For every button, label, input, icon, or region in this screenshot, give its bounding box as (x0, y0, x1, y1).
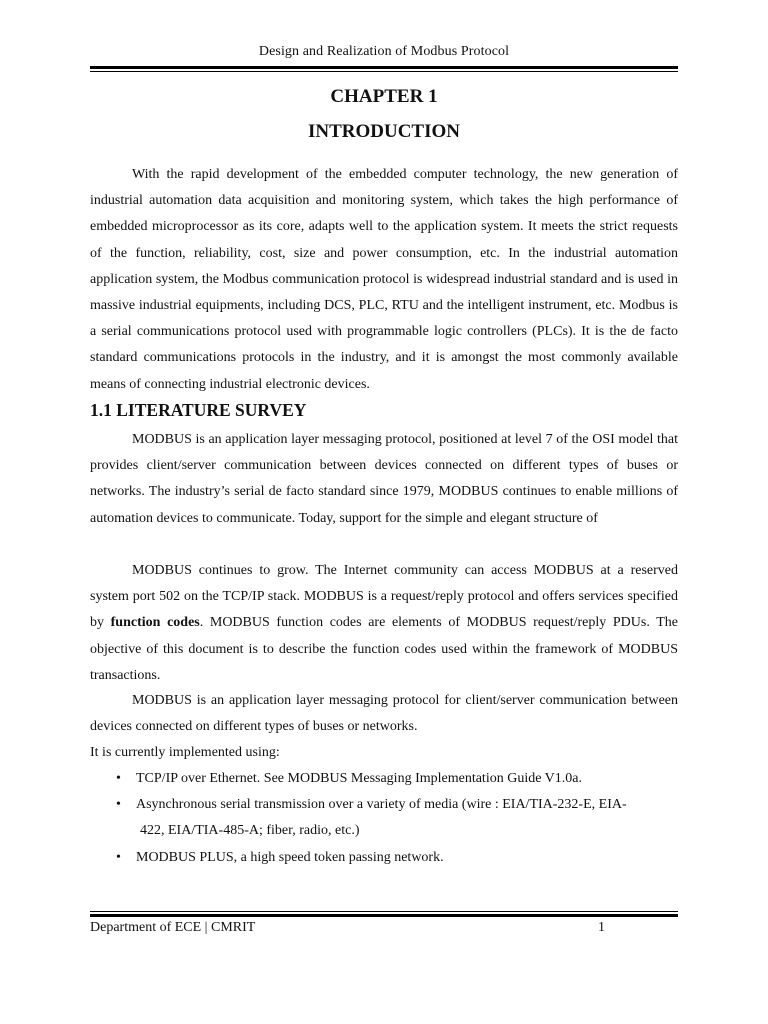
section-heading: 1.1 LITERATURE SURVEY (90, 400, 307, 420)
list-item (90, 845, 678, 871)
bullet-icon: • (116, 797, 121, 813)
chapter-number: CHAPTER 1 (330, 86, 438, 107)
list-item-text: Asynchronous serial transmission over a variety of media (wire : EIA/TIA-232-E, EIA- (136, 797, 627, 813)
header-rule (90, 66, 678, 72)
survey-paragraph-2-end: . MODBUS function codes are elements of MODBUS request/reply PDUs. The objective of this document is to describe the function codes used within the framework of MODBUS transactions. (90, 615, 679, 683)
implementation-list (90, 766, 678, 871)
page-number: 1 (598, 920, 605, 935)
chapter-title: INTRODUCTION (307, 121, 461, 142)
list-item (90, 792, 678, 818)
list-item (90, 766, 678, 792)
footer-rule (90, 911, 678, 917)
list-item-text: MODBUS PLUS, a high speed token passing network. (136, 849, 444, 865)
running-header: Design and Realization of Modbus Protocol (258, 44, 510, 59)
survey-paragraph-2-start: MODBUS continues to grow. The Internet community can access MODBUS at a reserved system port 502 on the TCP/IP stack. MODBUS is a request/reply protocol and offers services specified by (90, 563, 678, 631)
list-item-text: 422, EIA/TIA-485-A; fiber, radio, etc.) (140, 823, 360, 839)
intro-paragraph: With the rapid development of the embedded computer technology, the new generation of industrial automation data acquisition and monitoring system, which takes the high performance of embedded microprocessor as its core, adapts well to the application system. It meets the strict requests of the function, reliability, cost, size and power consumption, etc. In the industrial automation application system, the Modbus communication protocol is widespread industrial standard and is used in massive industrial equipments, including DCS, PLC, RTU and the intelligent instrument, etc. Modbus is a serial communications protocol used with programmable logic controllers (PLCs). It is the de facto standard communications protocols in the industry, and it is amongst the most commonly available means of connecting industrial electronic devices. (90, 167, 678, 392)
list-item-text: TCP/IP over Ethernet. See MODBUS Messaging Implementation Guide V1.0a. (136, 771, 582, 786)
survey-paragraph-2 (90, 558, 678, 689)
bullet-icon: • (116, 849, 121, 865)
footer-department: Department of ECE | CMRIT (90, 920, 256, 935)
bullet-icon: • (116, 771, 121, 786)
survey-paragraph-1: MODBUS is an application layer messaging protocol, positioned at level 7 of the OSI model that provides client/server communication between devices connected on different types of buses or networks. The industry’s serial de facto standard since 1979, MODBUS continues to enable millions of automation devices to communicate. Today, support for the simple and elegant structure of (90, 432, 678, 526)
list-item-continuation (90, 818, 678, 844)
survey-paragraph-3: MODBUS is an application layer messaging protocol for client/server communication between devices connected on different types of buses or networks. (90, 693, 678, 735)
function-codes-term: function codes (110, 615, 200, 631)
implementation-intro: It is currently implemented using: (90, 745, 280, 760)
